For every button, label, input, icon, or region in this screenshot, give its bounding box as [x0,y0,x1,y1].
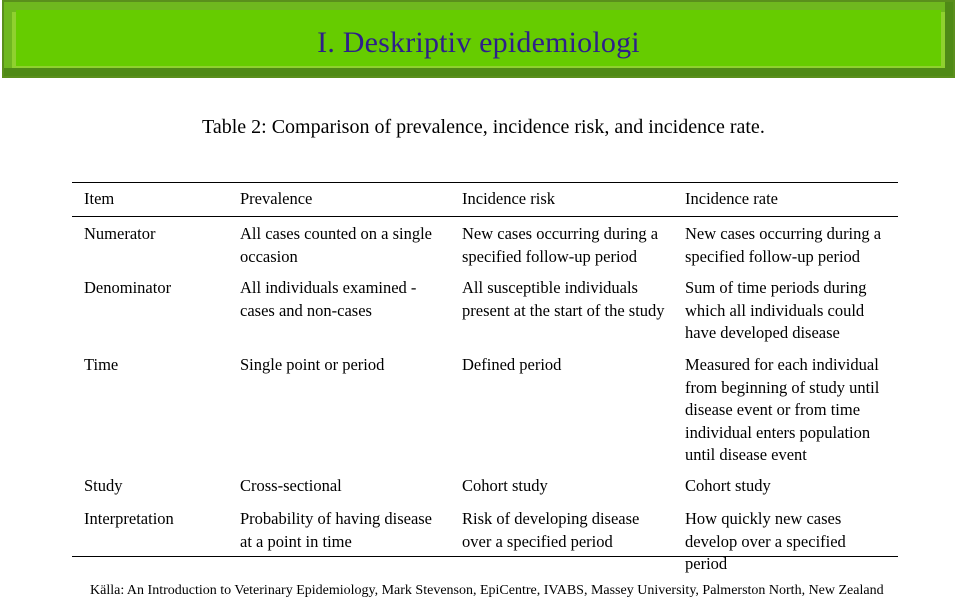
banner-bevel [4,68,953,76]
row-denominator-incidence-risk: All susceptible individuals present at the start of the study [462,278,665,320]
source-citation: Källa: An Introduction to Veterinary Epidemiology, Mark Stevenson, EpiCentre, IVABS, Massey University, Palmerston North, New Zealand [90,583,884,598]
column-header-prevalence: Prevalence [240,189,313,208]
row-study-incidence-rate: Cohort study [685,476,771,495]
row-study-prevalence: Cross-sectional [240,476,342,495]
row-numerator-item: Numerator [84,224,156,243]
row-interpretation-item: Interpretation [84,509,174,528]
row-denominator-incidence-rate: Sum of time periods during which all individuals could have developed disease [685,278,867,342]
row-interpretation-incidence-risk: Risk of developing disease over a specified period [462,509,640,551]
row-time-incidence-risk: Defined period [462,355,562,374]
table-caption: Table 2: Comparison of prevalence, incidence risk, and incidence rate. [202,116,765,138]
row-numerator-prevalence: All cases counted on a single occasion [240,224,432,266]
row-study-incidence-risk: Cohort study [462,476,548,495]
row-denominator-item: Denominator [84,278,172,297]
column-header-item: Item [84,189,115,208]
slide-title: I. Deskriptiv epidemiologi [317,26,640,59]
row-time-item: Time [84,355,119,374]
row-time-incidence-rate: Measured for each individual from beginning of study until disease event or from time individual enters population until disease event [685,355,880,464]
row-interpretation-prevalence: Probability of having disease at a point in time [240,509,433,551]
row-denominator-prevalence: All individuals examined - cases and non-cases [240,278,417,320]
row-numerator-incidence-risk: New cases occurring during a specified follow-up period [462,224,659,266]
table-header-rule [72,216,898,217]
row-study-item: Study [84,476,123,495]
row-numerator-incidence-rate: New cases occurring during a specified follow-up period [685,224,882,266]
title-banner [2,0,955,78]
table-top-rule [72,182,898,183]
column-header-incidence-risk: Incidence risk [462,189,555,208]
row-time-prevalence: Single point or period [240,355,385,374]
row-interpretation-incidence-rate: How quickly new cases develop over a specified period [685,509,846,573]
column-header-incidence-rate: Incidence rate [685,189,778,208]
